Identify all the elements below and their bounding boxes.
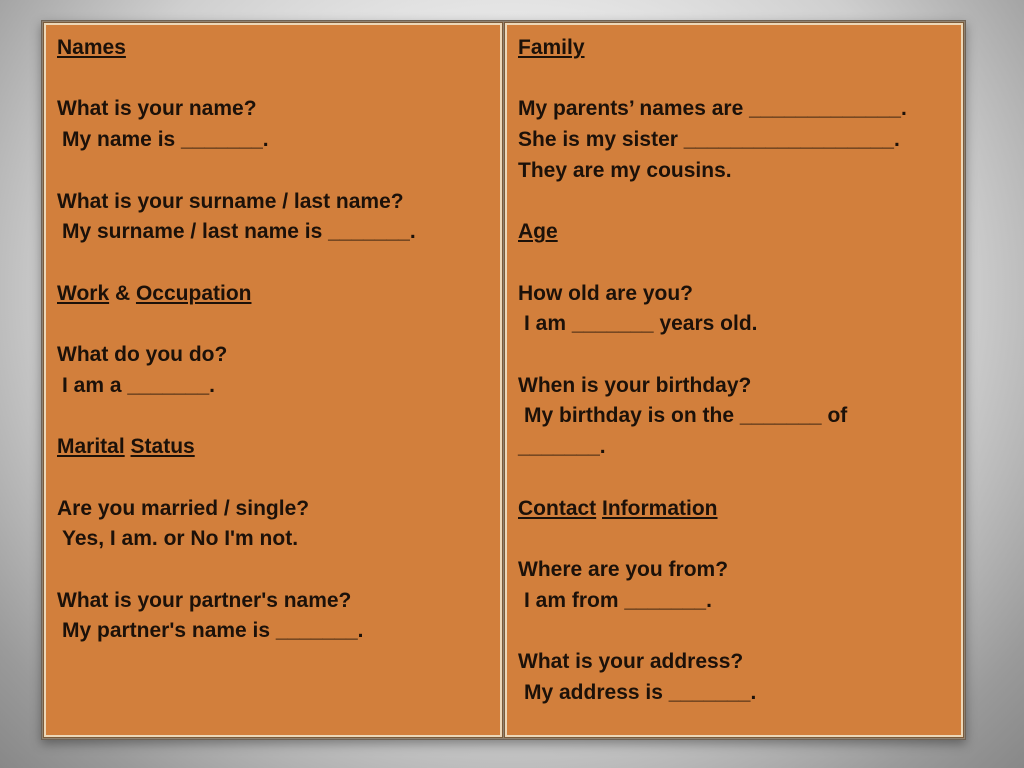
answer-married: Yes, I am. or No I'm not. — [62, 527, 299, 551]
answer-birthday: My birthday is on the _______ of — [524, 404, 848, 428]
work-heading: Work — [57, 281, 110, 305]
two-column-table — [41, 20, 966, 740]
blank-line — [518, 340, 951, 371]
work-heading-ampersand: & — [109, 281, 136, 305]
blank-line — [57, 401, 490, 432]
blank-line — [57, 248, 490, 279]
blank-line — [518, 616, 951, 647]
age-heading-line — [518, 217, 951, 248]
question-age: How old are you? — [518, 281, 694, 305]
blank-line — [57, 463, 490, 494]
blank-line — [518, 463, 951, 494]
family-sister: She is my sister __________________. — [518, 128, 900, 152]
blank-line — [57, 309, 490, 340]
blank-line — [518, 524, 951, 555]
answer-birthday-cont: _______. — [518, 435, 606, 459]
information-heading: Information — [602, 496, 718, 520]
age-heading: Age — [518, 220, 558, 244]
marital-heading: Marital — [57, 435, 125, 459]
question-from: Where are you from? — [518, 557, 729, 581]
occupation-heading: Occupation — [135, 281, 252, 305]
family-heading-line — [518, 33, 951, 64]
question-surname: What is your surname / last name? — [57, 189, 404, 213]
question-name: What is your name? — [57, 97, 257, 121]
right-column — [505, 23, 963, 737]
family-heading: Family — [518, 36, 585, 59]
question-partner: What is your partner's name? — [57, 588, 352, 612]
answer-name: My name is _______. — [62, 128, 269, 152]
question-work: What do you do? — [57, 343, 228, 367]
status-heading: Status — [130, 435, 195, 459]
contact-heading-line — [518, 494, 951, 525]
blank-line — [57, 64, 490, 95]
question-address: What is your address? — [518, 650, 744, 674]
blank-line — [518, 187, 951, 218]
names-heading-line — [57, 33, 490, 64]
answer-age: I am _______ years old. — [524, 312, 758, 336]
blank-line — [518, 248, 951, 279]
question-married: Are you married / single? — [57, 496, 310, 520]
answer-from: I am from _______. — [524, 588, 712, 612]
blank-line — [57, 156, 490, 187]
family-cousins: They are my cousins. — [518, 158, 732, 182]
blank-line — [57, 555, 490, 586]
work-heading-line — [57, 279, 490, 310]
answer-partner: My partner's name is _______. — [62, 619, 364, 643]
answer-address: My address is _______. — [524, 680, 757, 704]
answer-surname: My surname / last name is _______. — [62, 220, 416, 244]
question-birthday: When is your birthday? — [518, 373, 752, 397]
blank-line — [518, 64, 951, 95]
marital-heading-line — [57, 432, 490, 463]
contact-heading: Contact — [518, 496, 597, 520]
names-heading: Names — [57, 36, 126, 59]
family-parents: My parents’ names are _____________. — [518, 97, 907, 121]
answer-work: I am a _______. — [62, 373, 215, 397]
left-column — [44, 23, 502, 737]
